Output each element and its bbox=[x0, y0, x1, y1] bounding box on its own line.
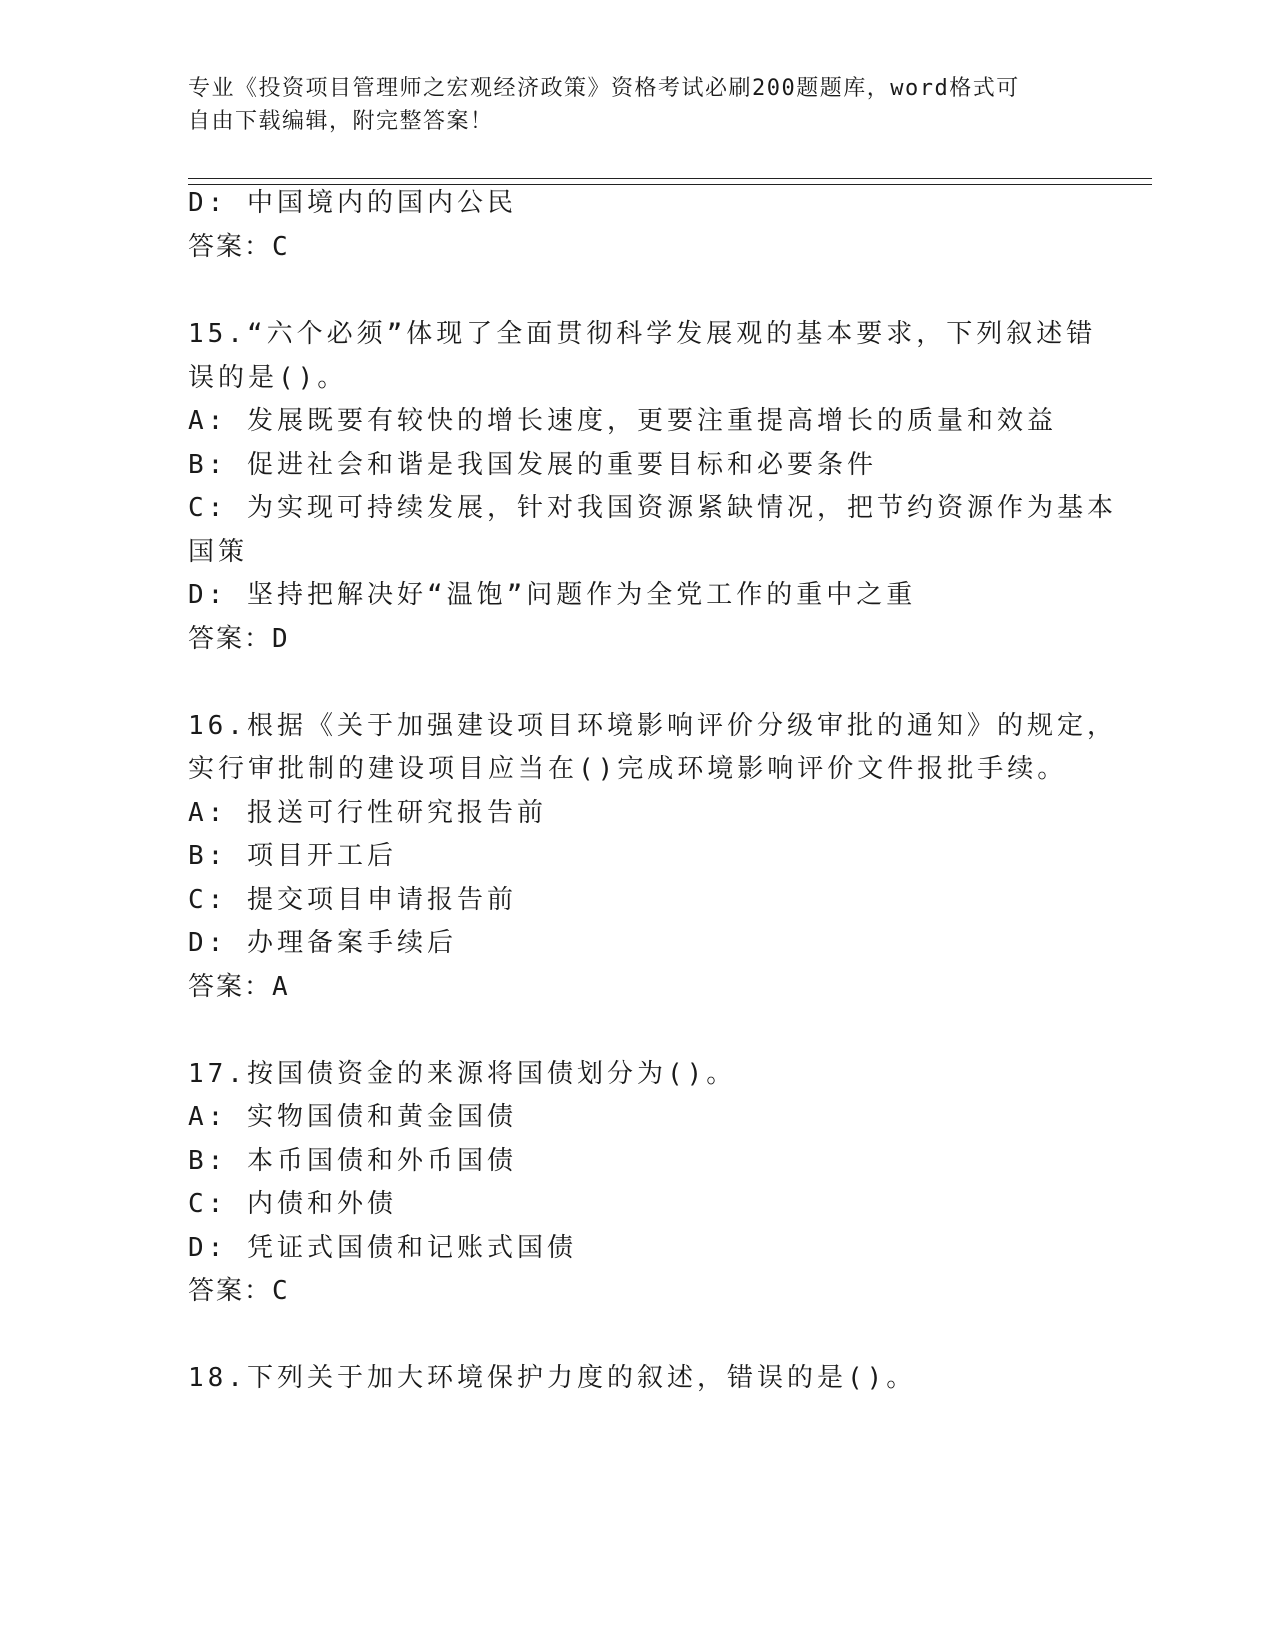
q15-option-b: B: 促进社会和谐是我国发展的重要目标和必要条件 bbox=[188, 450, 877, 480]
q15-option-a: A: 发展既要有较快的增长速度，更要注重提高增长的质量和效益 bbox=[188, 406, 1057, 436]
q17-answer: 答案：C bbox=[188, 1276, 290, 1306]
header-title-line-1: 专业《投资项目管理师之宏观经济政策》资格考试必刷200题题库，word格式可 bbox=[188, 76, 1020, 101]
q15-option-c-line-1: C: 为实现可持续发展，针对我国资源紧缺情况，把节约资源作为基本 bbox=[188, 493, 1117, 523]
header-title-line-2: 自由下载编辑，附完整答案！ bbox=[188, 109, 494, 134]
q14-option-d: D: 中国境内的国内公民 bbox=[188, 188, 517, 218]
q16-option-b: B: 项目开工后 bbox=[188, 841, 397, 871]
document-header bbox=[188, 72, 1088, 138]
q17-option-b: B: 本币国债和外币国债 bbox=[188, 1146, 517, 1176]
q15-stem-line-2: 误的是()。 bbox=[188, 363, 348, 393]
q15-stem-line-1: 15.“六个必须”体现了全面贯彻科学发展观的基本要求，下列叙述错 bbox=[188, 319, 1097, 349]
q16-option-a: A: 报送可行性研究报告前 bbox=[188, 798, 547, 828]
q15-answer: 答案：D bbox=[188, 624, 290, 654]
q16-option-d: D: 办理备案手续后 bbox=[188, 928, 457, 958]
q14-answer: 答案：C bbox=[188, 232, 290, 262]
q16-stem-line-1: 16.根据《关于加强建设项目环境影响评价分级审批的通知》的规定， bbox=[188, 711, 1117, 741]
q17-option-d: D: 凭证式国债和记账式国债 bbox=[188, 1233, 577, 1263]
header-divider-top bbox=[188, 178, 1152, 179]
q18-stem: 18.下列关于加大环境保护力度的叙述，错误的是()。 bbox=[188, 1363, 917, 1393]
q16-option-c: C: 提交项目申请报告前 bbox=[188, 885, 517, 915]
q16-stem-line-2: 实行审批制的建设项目应当在()完成环境影响评价文件报批手续。 bbox=[188, 754, 1068, 784]
q17-stem: 17.按国债资金的来源将国债划分为()。 bbox=[188, 1059, 737, 1089]
q15-option-d: D: 坚持把解决好“温饱”问题作为全党工作的重中之重 bbox=[188, 580, 917, 610]
q15-option-c-line-2: 国策 bbox=[188, 537, 249, 567]
header-divider-bottom bbox=[188, 184, 1152, 185]
q17-option-a: A: 实物国债和黄金国债 bbox=[188, 1102, 517, 1132]
q16-answer: 答案：A bbox=[188, 972, 290, 1002]
q17-option-c: C: 内债和外债 bbox=[188, 1189, 397, 1219]
